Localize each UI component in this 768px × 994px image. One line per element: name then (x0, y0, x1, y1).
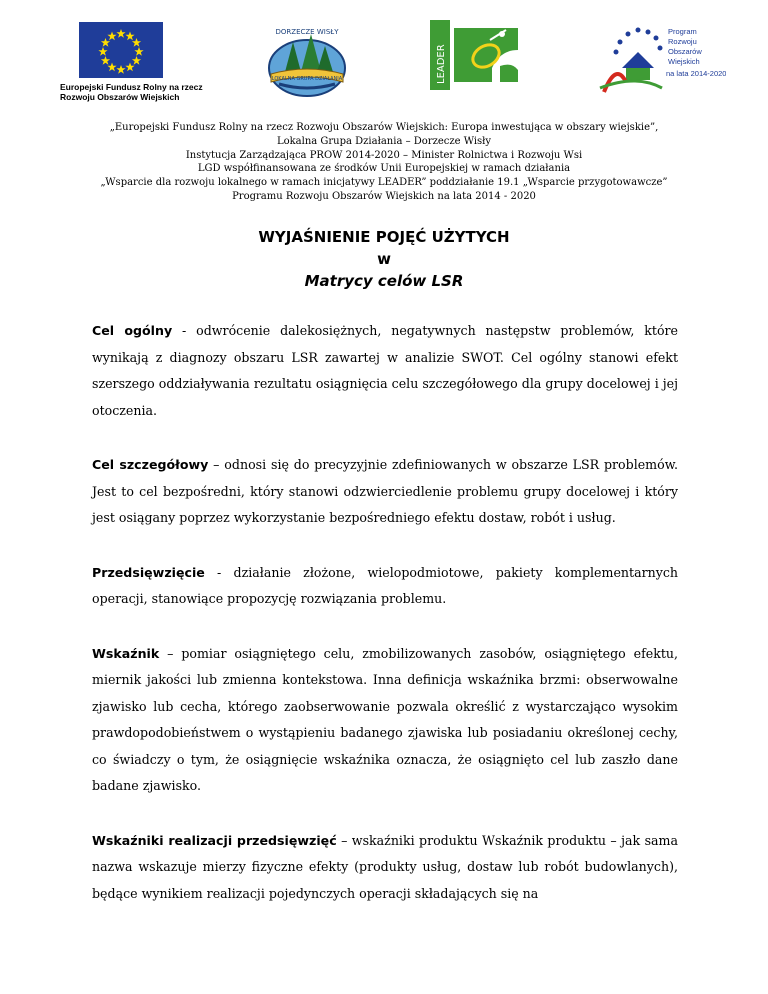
header-line: „Wsparcie dla rozwoju lokalnego w ramach inicjatywy LEADER” poddziałanie 19.1 „Wsparcie przygotowawcze” (100, 177, 668, 189)
lgd-arc-text: DORZECZE WISŁY (275, 28, 339, 36)
definition-text: - działanie złożone, wielopodmiotowe, pakiety komplementarnych operacji, stanowiące propozycję rozwiązania problemu. (92, 564, 678, 606)
title-line: w (377, 250, 391, 268)
document-title (0, 226, 768, 292)
header-line: Programu Rozwoju Obszarów Wiejskich na lata 2014 - 2020 (232, 190, 536, 202)
title-line: Matrycy celów LSR (304, 272, 464, 290)
header-line: LGD współfinansowana ze środków Unii Europejskiej w ramach działania (197, 163, 571, 175)
definition-term: Wskaźniki realizacji przedsięwzięć (92, 832, 337, 848)
header-line: Instytucja Zarządzająca PROW 2014-2020 – Minister Rolnictwa i Rozwoju Wsi (185, 149, 583, 161)
prow-line: Program (668, 27, 697, 36)
header-line: Lokalna Grupa Działania – Dorzecze Wisły (276, 135, 492, 147)
definition-term: Cel szczegółowy (92, 457, 209, 472)
eu-caption-line: Europejski Fundusz Rolny na rzecz (60, 82, 203, 92)
prow-logo (596, 22, 726, 96)
definition-term: Cel ogólny (92, 323, 173, 338)
definition-paragraph (92, 828, 678, 908)
definition-term: Przedsięwzięcie (92, 564, 205, 580)
definition-text: – odnosi się do precyzyjnie zdefiniowanych w obszarze LSR problemów. Jest to cel bezpośredni, który stanowi odzwierciedlenie problemu grupy docelowej i który jest osiągany poprzez wykorzystanie bezpośredniego efektu dostaw, robót i usług. (92, 457, 678, 525)
leader-logo (430, 20, 522, 90)
definition-term: Wskaźnik (92, 645, 160, 661)
definition-text: - odwrócenie dalekosiężnych, negatywnych następstw problemów, które wynikają z diagnozy obszaru LSR zawartej w analizie SWOT. Cel ogólny stanowi efekt szerszego oddziaływania rezultatu osiągnięcia celu szczegółowego dla grupy docelowej i jej otoczenia. (92, 323, 679, 418)
eu-caption-line: Rozwoju Obszarów Wiejskich (60, 92, 180, 102)
definition-paragraph (92, 452, 678, 532)
eu-flag-icon (79, 22, 163, 78)
definition-paragraph (92, 318, 678, 424)
definition-text: – pomiar osiągniętego celu, zmobilizowanych zasobów, osiągniętego efektu, miernik jakości lub zmienna kontekstowa. Inna definicja wskaźnika brzmi: obserwowalne zjawisko lub cecha, którego zaobserwowanie pozwala określić z wystarczająco wysokim prawdopodobieństwem o wystąpieniu badanego zjawiska lub posiadaniu określonej cechy, co świadczy o tym, że osiągnięcie wskaźnika oznacza, że osiągnięto cel lub zaszło dane badane zjawisko. (92, 645, 678, 793)
definitions-body (92, 318, 678, 935)
prow-line: Wiejskich (668, 57, 700, 66)
prow-text (666, 27, 726, 78)
leader-text: LEADER (436, 44, 447, 84)
lgd-dorzecze-wisly-logo (257, 20, 357, 102)
prow-line: na lata 2014-2020 (666, 69, 726, 78)
definition-text: – wskaźniki produktu Wskaźnik produktu – jak sama nazwa wskazuje mierzy fizyczne efekty (produkty usług, dostaw lub robót budowlanych), będące wynikiem realizacji pojedynczych operacji składających się na (92, 832, 678, 901)
logo-bar (0, 0, 768, 110)
funding-header (60, 121, 708, 204)
eu-caption (60, 82, 203, 102)
prow-line: Obszarów (668, 47, 702, 56)
lgd-ribbon-text: LOKALNA GRUPA DZIAŁANIA (271, 76, 343, 82)
definition-paragraph (92, 560, 678, 613)
eu-logo (60, 22, 203, 102)
prow-line: Rozwoju (668, 37, 697, 46)
title-line: WYJAŚNIENIE POJĘĆ UŻYTYCH (258, 228, 510, 246)
header-line: „Europejski Fundusz Rolny na rzecz Rozwoju Obszarów Wiejskich: Europa inwestująca w obszary wiejskie”, (109, 122, 659, 133)
definition-paragraph (92, 641, 678, 800)
